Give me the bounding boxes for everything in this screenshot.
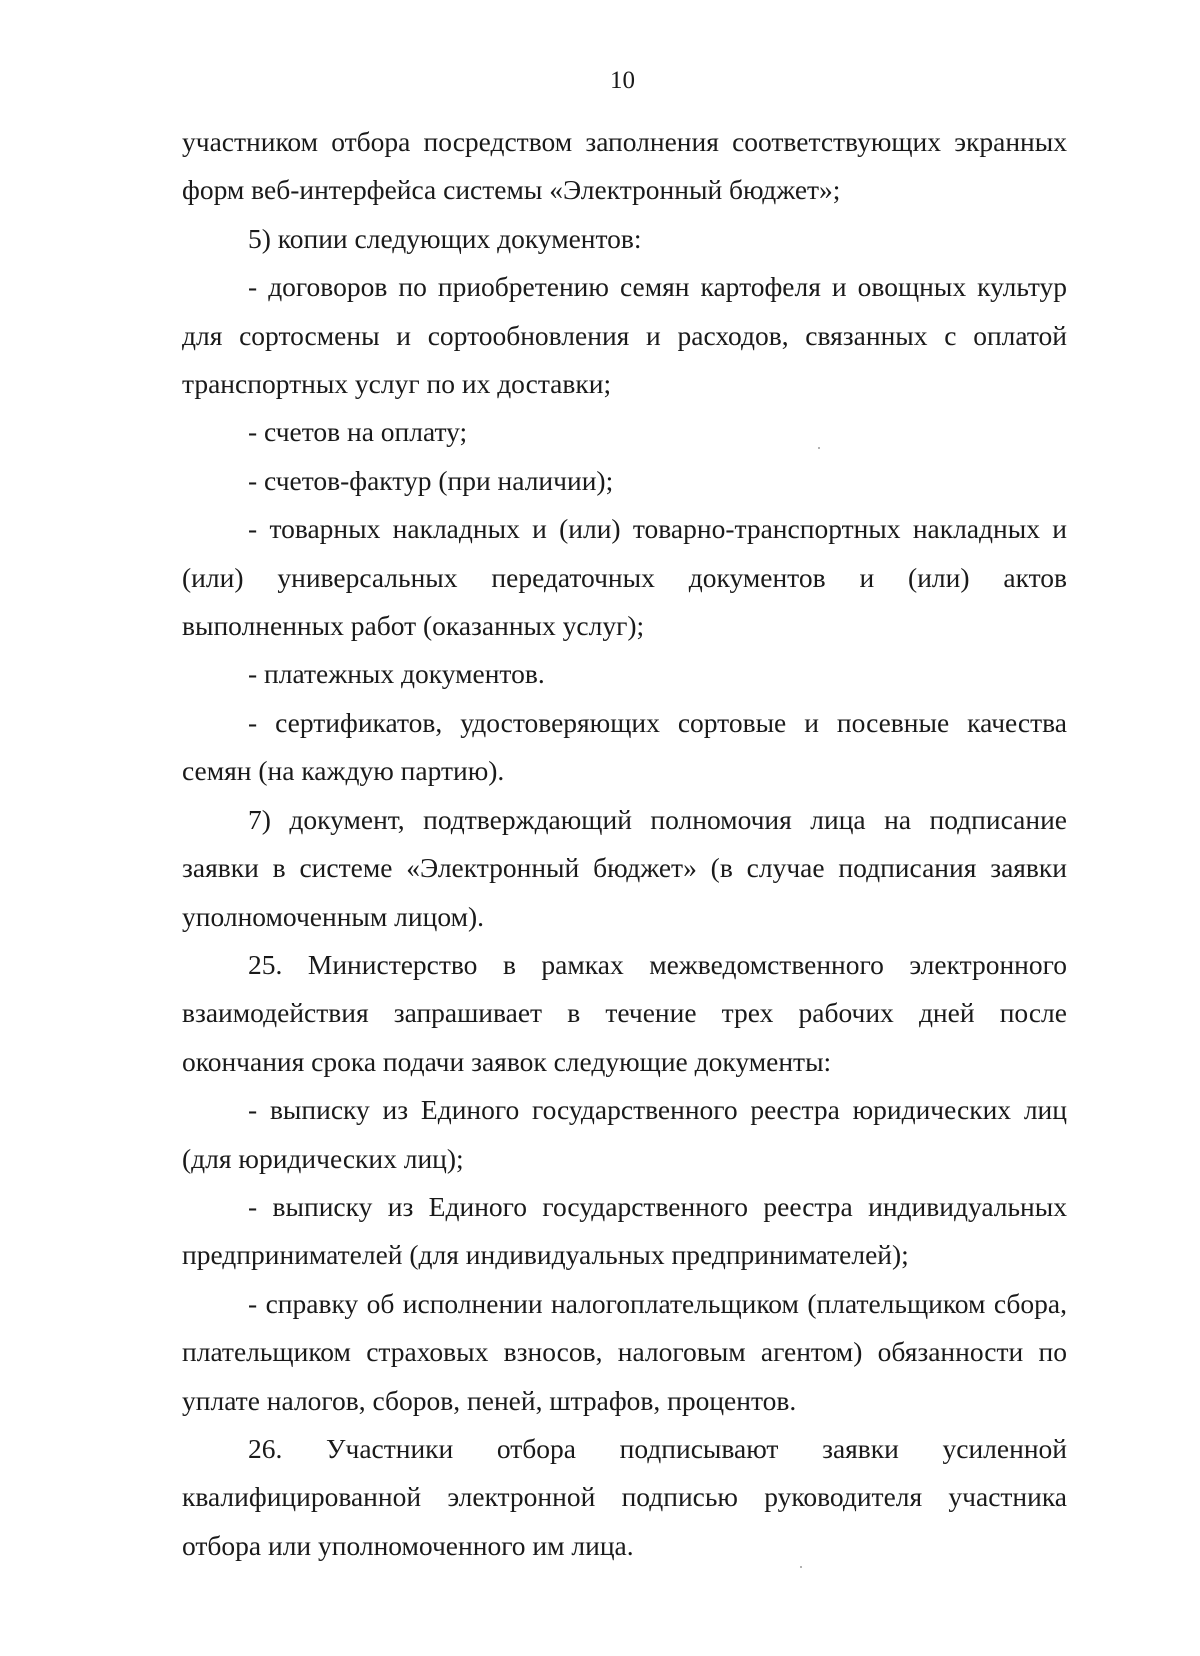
scan-speck [800, 1566, 802, 1568]
paragraph-payment-documents: - платежных документов. [248, 658, 545, 690]
paragraph-tax-certificate: - справку об исполнении налогоплательщиком (плательщиком сбора, плательщиком страховых взносов, налоговым агентом) обязанности по уплате налогов, сборов, пеней, штрафов, процентов. [182, 1287, 1067, 1416]
paragraph-section-25: 25. Министерство в рамках межведомственного электронного взаимодействия запрашивает в течение трех рабочих дней после окончания срока подачи заявок следующие документы: [182, 948, 1067, 1077]
paragraph-entrepreneurs-extract: - выписку из Единого государственного реестра индивидуальных предпринимателей (для индивидуальных предпринимателей); [182, 1190, 1067, 1271]
paragraph-legal-entities-extract: - выписку из Единого государственного реестра юридических лиц (для юридических лиц); [182, 1094, 1067, 1174]
paragraph-item-7: 7) документ, подтверждающий полномочия лица на подписание заявки в системе «Электронный бюджет» (в случае подписания заявки уполномоченным лицом). [182, 803, 1067, 932]
paragraph-waybills: - товарных накладных и (или) товарно-транспортных накладных и (или) универсальных передаточных документов и (или) актов выполненных работ (оказанных услуг); [182, 513, 1067, 642]
paragraph-continuation: участником отбора посредством заполнения соответствующих экранных форм веб-интерфейса системы «Электронный бюджет»; [182, 126, 1067, 206]
paragraph-section-26: 26. Участники отбора подписывают заявки усиленной квалифицированной электронной подписью руководителя участника отбора или уполномоченного им лица. [182, 1432, 1067, 1561]
page-number: 10 [610, 67, 635, 94]
paragraph-contracts: - договоров по приобретению семян картофеля и овощных культур для сортосмены и сортообновления и расходов, связанных с оплатой транспортных услуг по их доставки; [182, 271, 1067, 400]
paragraph-invoices: - счетов на оплату; [248, 416, 468, 448]
scan-speck [818, 447, 820, 449]
paragraph-certificates: - сертификатов, удостоверяющих сортовые и посевные качества семян (на каждую партию). [182, 706, 1067, 787]
paragraph-item-5: 5) копии следующих документов: [248, 222, 642, 254]
paragraph-tax-invoices: - счетов-фактур (при наличии); [248, 464, 614, 496]
document-body [182, 118, 1067, 1570]
